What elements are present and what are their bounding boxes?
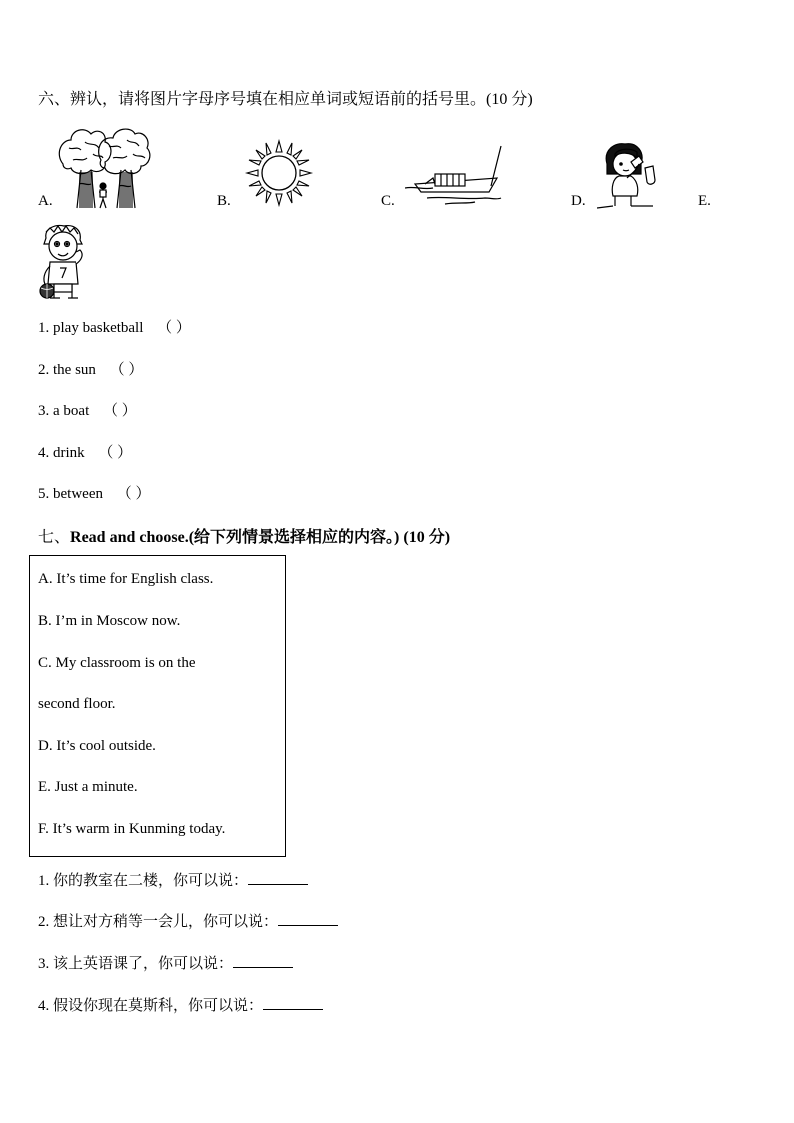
section-7-prefix: 七、 — [38, 529, 71, 546]
sun-icon — [244, 138, 314, 208]
item-text: 1. play basketball — [38, 320, 144, 336]
boy-basketball-icon — [36, 224, 92, 302]
section-6-title: 六、辨认，请将图片字母序号填在相应单词或短语前的括号里。(10 分) — [38, 91, 533, 108]
question-row — [38, 869, 308, 890]
answer-blank[interactable] — [248, 870, 308, 885]
picture-letter-a: A. — [38, 193, 53, 209]
section-7-english-title: Read and choose. — [70, 529, 189, 546]
answer-blank[interactable] — [233, 953, 293, 968]
list-item — [38, 316, 191, 337]
item-text: 5. between — [38, 486, 103, 502]
question-text: 3. 该上英语课了，你可以说： — [38, 956, 234, 972]
option-a: A. It’s time for English class. — [38, 571, 214, 587]
question-row — [38, 952, 293, 973]
picture-letter-e: E. — [698, 193, 711, 209]
boat-icon — [405, 144, 505, 206]
picture-letter-b: B. — [217, 193, 231, 209]
option-b: B. I’m in Moscow now. — [38, 613, 181, 629]
question-text: 1. 你的教室在二楼，你可以说： — [38, 873, 249, 889]
question-text: 4. 假设你现在莫斯科，你可以说： — [38, 998, 264, 1014]
trees-icon — [55, 124, 151, 210]
question-text: 2. 想让对方稍等一会儿，你可以说： — [38, 914, 279, 930]
option-c-line-1: C. My classroom is on the — [38, 655, 196, 671]
option-c-line-2: second floor. — [38, 696, 116, 712]
option-f: F. It’s warm in Kunming today. — [38, 821, 226, 837]
answer-bracket[interactable]: （ ） — [98, 445, 133, 461]
answer-blank[interactable] — [263, 995, 323, 1010]
item-text: 2. the sun — [38, 362, 96, 378]
item-text: 3. a boat — [38, 403, 90, 419]
section-7-title — [38, 524, 450, 547]
list-item — [38, 441, 132, 462]
question-row — [38, 910, 338, 931]
list-item — [38, 482, 151, 503]
answer-bracket[interactable]: （ ） — [109, 362, 144, 378]
question-row — [38, 994, 323, 1015]
answer-bracket[interactable]: （ ） — [102, 403, 137, 419]
answer-bracket[interactable]: （ ） — [116, 486, 151, 502]
section-7-instruction: (给下列情景选择相应的内容。) (10 分) — [188, 529, 451, 546]
option-e: E. Just a minute. — [38, 779, 138, 795]
answer-bracket[interactable]: （ ） — [157, 320, 191, 336]
picture-letter-c: C. — [381, 193, 395, 209]
answer-blank[interactable] — [278, 911, 338, 926]
item-text: 4. drink — [38, 445, 85, 461]
girl-drinking-icon — [597, 140, 677, 210]
list-item — [38, 358, 143, 379]
option-d: D. It’s cool outside. — [38, 738, 156, 754]
list-item — [38, 399, 137, 420]
picture-letter-d: D. — [571, 193, 586, 209]
